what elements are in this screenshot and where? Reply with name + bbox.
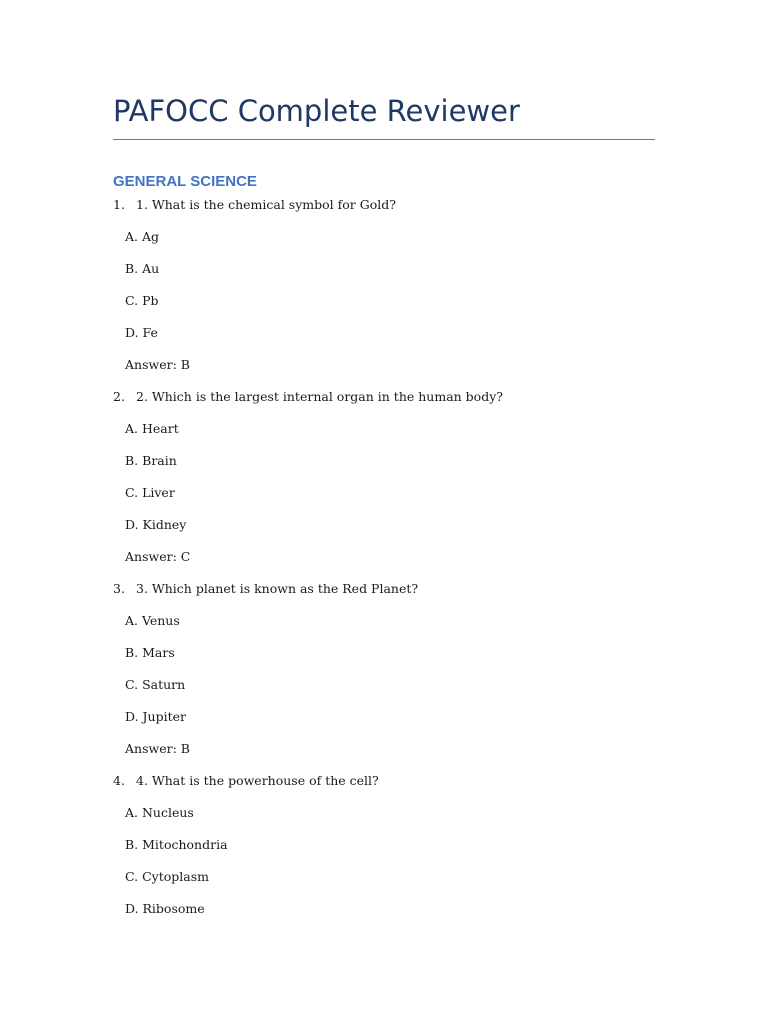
question-2-option-d: D. Kidney [125,517,187,532]
question-4-option-c: C. Cytoplasm [125,869,209,884]
question-2-answer: Answer: C [125,549,191,564]
question-1-text: 1. What is the chemical symbol for Gold? [136,197,396,212]
question-3-option-c: C. Saturn [125,677,186,692]
question-2-text: 2. Which is the largest internal organ in the human body? [136,389,503,404]
question-4-number: 4. [113,773,125,788]
question-2-option-a: A. Heart [125,421,179,436]
question-1-answer: Answer: B [125,357,190,372]
question-4-text: 4. What is the powerhouse of the cell? [136,773,379,788]
question-1-option-c: C. Pb [125,293,159,308]
question-3-option-b: B. Mars [125,645,175,660]
question-3-option-a: A. Venus [125,613,180,628]
question-1-option-d: D. Fe [125,325,158,340]
question-1-option-b: B. Au [125,261,160,276]
question-1-number: 1. [113,197,125,212]
question-1-option-a: A. Ag [125,229,160,244]
document-title: PAFOCC Complete Reviewer [113,94,520,128]
question-2-option-b: B. Brain [125,453,177,468]
question-2-option-c: C. Liver [125,485,175,500]
question-2-number: 2. [113,389,125,404]
question-3-text: 3. Which planet is known as the Red Planet? [136,581,419,596]
question-4-option-a: A. Nucleus [125,805,194,820]
question-3-number: 3. [113,581,125,596]
title-divider [113,139,655,140]
question-4-option-d: D. Ribosome [125,901,205,916]
question-3-answer: Answer: B [125,741,190,756]
question-3-option-d: D. Jupiter [125,709,186,724]
section-heading: GENERAL SCIENCE [113,173,257,190]
question-4-option-b: B. Mitochondria [125,837,228,852]
